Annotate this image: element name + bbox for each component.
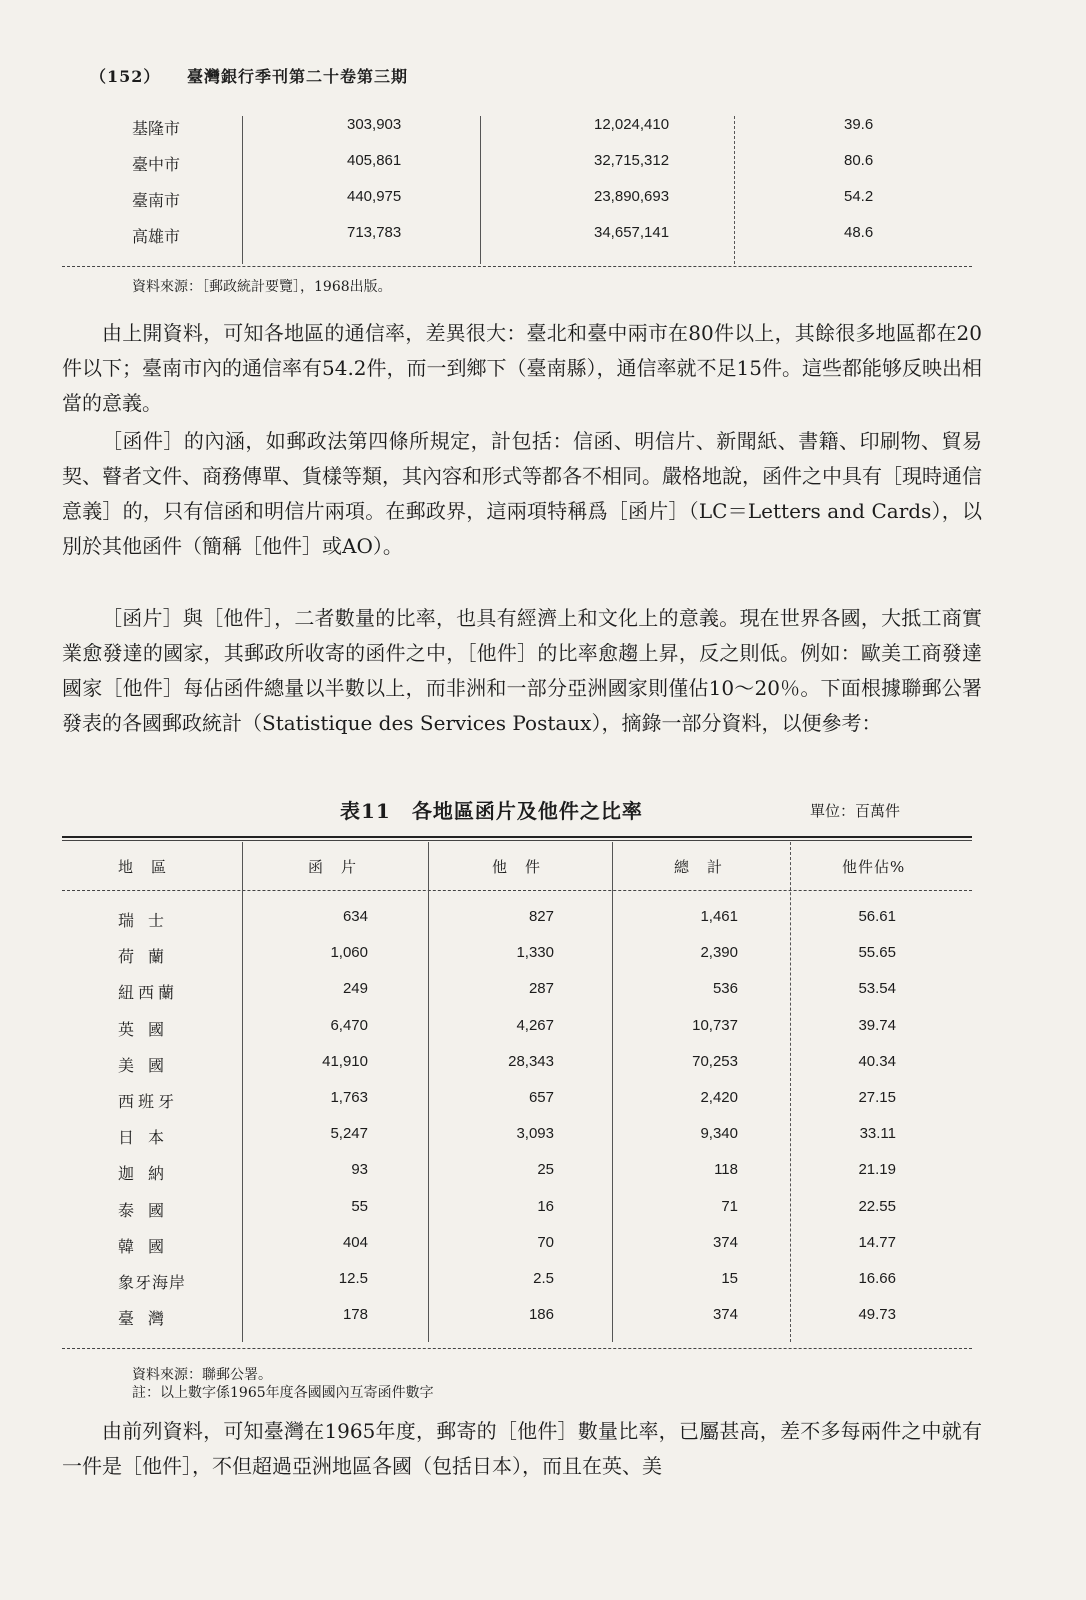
- value-cell: 15: [721, 1269, 738, 1287]
- table-row: [62, 1081, 982, 1117]
- value-cell: 303,903: [347, 116, 402, 133]
- paragraph-3: [62, 601, 982, 741]
- region-cell: 瑞士: [118, 911, 179, 930]
- table-source: 資料來源：聯郵公署。: [132, 1367, 272, 1383]
- table-row: [62, 972, 982, 1008]
- table-header-row: [62, 846, 982, 888]
- value-cell: 2,420: [700, 1088, 738, 1106]
- value-cell: 5,247: [330, 1125, 368, 1143]
- header-cell: 函片: [308, 858, 375, 876]
- region-cell: 臺灣: [118, 1309, 179, 1329]
- table-row: [62, 900, 982, 936]
- value-cell: 16: [537, 1197, 554, 1215]
- value-cell: 657: [528, 1088, 554, 1106]
- table-row: [62, 1045, 982, 1081]
- header-cell: 地區: [118, 858, 185, 876]
- table-footnote: 註：以上數字係1965年度各國國內互寄函件數字: [132, 1385, 434, 1401]
- table-top-rule: [62, 836, 972, 838]
- table-row: [62, 936, 982, 972]
- value-cell: 4,267: [516, 1016, 554, 1034]
- value-cell: 12.5: [338, 1269, 368, 1287]
- value-cell: 1,763: [330, 1088, 368, 1106]
- value-cell: 287: [528, 980, 554, 998]
- table-row: [62, 1298, 982, 1334]
- table-row: [62, 1117, 982, 1153]
- region-cell: 迦納: [118, 1164, 179, 1184]
- percent-cell: 56.61: [858, 908, 896, 925]
- percent-cell: 49.73: [858, 1306, 896, 1324]
- paragraph-2: [62, 424, 982, 564]
- table-notes: [132, 1366, 434, 1402]
- percent-cell: 22.55: [858, 1197, 896, 1215]
- table-bottom-rule: [62, 1348, 972, 1349]
- value-cell: 71: [721, 1197, 738, 1215]
- value-cell: 536: [712, 980, 738, 998]
- region-cell: 日本: [118, 1128, 179, 1148]
- table-body: [62, 900, 982, 1334]
- header-cell: 他件佔%: [842, 858, 906, 876]
- page-number: （152）: [90, 67, 161, 86]
- table-row: [62, 110, 992, 146]
- value-cell: 1,330: [516, 944, 554, 962]
- rate-cell: 39.6: [844, 116, 874, 133]
- table-row: [62, 1226, 982, 1262]
- paragraph-text: ［函件］的內涵，如郵政法第四條所規定，計包括：信函、明信片、新聞紙、書籍、印刷物、貿易契、瞽者文件、商務傳單、貨樣等類，其內容和形式等都各不相同。嚴格地說，函件之中具有［現時通信意義］的，只有信函和明信片兩項。在郵政界，這兩項特稱爲［函片］（LC＝Letters and Cards），以別於其他函件（簡稱［他件］或AO）。: [62, 429, 982, 558]
- percent-cell: 14.77: [858, 1233, 896, 1251]
- value-cell: 41,910: [322, 1052, 368, 1070]
- percent-cell: 27.15: [858, 1088, 896, 1106]
- value-cell: 118: [714, 1161, 738, 1179]
- value-cell: 713,783: [347, 224, 402, 241]
- paragraph-text: ［函片］與［他件］，二者數量的比率，也具有經濟上和文化上的意義。現在世界各國，大抵工商實業愈發達的國家，其郵政所收寄的函件之中，［他件］的比率愈趨上昇，反之則低。例如：歐美工商發達國家［他件］每佔函件總量以半數以上，而非洲和一部分亞洲國家則僅佔10～20％。下面根據聯郵公署發表的各國郵政統計（Statistique des Services Postaux），摘錄一部分資料，以便參考：: [62, 606, 982, 735]
- region-cell: 荷蘭: [118, 947, 179, 967]
- header-cell: 總計: [674, 858, 741, 876]
- value-cell: 70,253: [692, 1052, 738, 1070]
- value-cell: 634: [342, 908, 368, 925]
- value-cell: 178: [342, 1306, 368, 1324]
- table-row: [62, 218, 992, 254]
- region-cell: 象牙海岸: [118, 1272, 187, 1292]
- rate-cell: 48.6: [844, 224, 874, 241]
- region-cell: 紐西蘭: [118, 983, 179, 1003]
- percent-cell: 39.74: [858, 1016, 896, 1034]
- value-cell: 70: [537, 1233, 554, 1251]
- region-cell: 西班牙: [118, 1091, 179, 1111]
- value-cell: 827: [528, 908, 554, 925]
- region-cell: 英國: [118, 1019, 179, 1039]
- value-cell: 374: [712, 1233, 738, 1251]
- value-cell: 2,390: [700, 944, 738, 962]
- table-row: [62, 146, 992, 182]
- value-cell: 186: [528, 1306, 554, 1324]
- journal-title: 臺灣銀行季刊第二十卷第三期: [186, 67, 408, 86]
- city-cell: 高雄市: [132, 227, 181, 246]
- city-cell: 臺中市: [132, 155, 181, 174]
- value-cell: 440,975: [347, 188, 402, 205]
- table-title: 表11 各地區函片及他件之比率: [340, 799, 643, 823]
- value-cell: 34,657,141: [594, 224, 670, 241]
- value-cell: 6,470: [330, 1016, 368, 1034]
- region-cell: 泰國: [118, 1200, 179, 1220]
- value-cell: 2.5: [533, 1269, 554, 1287]
- paragraph-text: 由上開資料，可知各地區的通信率，差異很大：臺北和臺中兩市在80件以上，其餘很多地區都在20件以下；臺南市內的通信率有54.2件，而一到鄉下（臺南縣），通信率就不足15件。這些都能够反映出相當的意義。: [62, 321, 982, 415]
- value-cell: 28,343: [508, 1052, 554, 1070]
- value-cell: 1,060: [330, 944, 368, 962]
- table-row: [62, 1009, 982, 1045]
- value-cell: 25: [537, 1161, 554, 1179]
- percent-cell: 16.66: [858, 1269, 896, 1287]
- value-cell: 23,890,693: [594, 188, 670, 205]
- percent-cell: 55.65: [858, 944, 896, 962]
- value-cell: 1,461: [700, 908, 738, 925]
- table-top-rule-inner: [62, 840, 972, 841]
- rate-cell: 54.2: [844, 188, 874, 205]
- paragraph-1: [62, 316, 982, 421]
- table-row: [62, 1262, 982, 1298]
- city-cell: 基隆市: [132, 119, 181, 138]
- top-table: [62, 110, 992, 254]
- header-cell: 他件: [492, 858, 559, 876]
- table-header-rule: [62, 890, 972, 891]
- value-cell: 3,093: [516, 1125, 554, 1143]
- region-cell: 美國: [118, 1055, 179, 1075]
- table-row: [62, 1153, 982, 1189]
- percent-cell: 21.19: [858, 1161, 896, 1179]
- running-header: [90, 64, 408, 87]
- rate-cell: 80.6: [844, 152, 874, 169]
- value-cell: 404: [342, 1233, 368, 1251]
- value-cell: 249: [342, 980, 368, 998]
- value-cell: 9,340: [700, 1125, 738, 1143]
- table-row: [62, 182, 992, 218]
- paragraph-4: [62, 1414, 982, 1484]
- top-table-source: 資料來源：［郵政統計要覽］，1968出版。: [132, 279, 392, 295]
- percent-cell: 53.54: [858, 980, 896, 998]
- value-cell: 55: [351, 1197, 368, 1215]
- table-unit: 單位：百萬件: [810, 802, 901, 820]
- region-cell: 韓國: [118, 1236, 179, 1256]
- percent-cell: 33.11: [859, 1125, 896, 1143]
- value-cell: 93: [351, 1161, 368, 1179]
- city-cell: 臺南市: [132, 191, 181, 210]
- top-table-bottom-rule: [62, 266, 972, 267]
- value-cell: 32,715,312: [594, 152, 670, 169]
- value-cell: 10,737: [692, 1016, 738, 1034]
- percent-cell: 40.34: [858, 1052, 896, 1070]
- table-row: [62, 1190, 982, 1226]
- value-cell: 374: [712, 1306, 738, 1324]
- paragraph-text: 由前列資料，可知臺灣在1965年度，郵寄的［他件］數量比率，已屬甚高，差不多每兩件之中就有一件是［他件］，不但超過亞洲地區各國（包括日本），而且在英、美: [62, 1419, 982, 1478]
- value-cell: 405,861: [347, 152, 402, 169]
- value-cell: 12,024,410: [594, 116, 670, 133]
